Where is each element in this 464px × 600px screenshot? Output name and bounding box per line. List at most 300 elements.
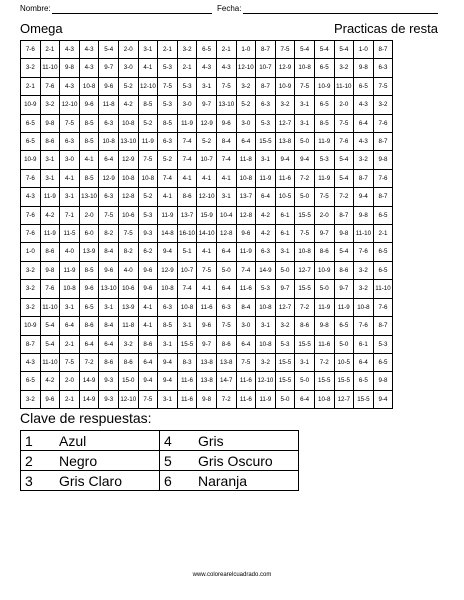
grid-cell[interactable]: 13-8 (216, 353, 236, 371)
grid-cell[interactable]: 8-6 (138, 335, 158, 353)
grid-cell[interactable]: 11-9 (60, 261, 80, 279)
grid-cell[interactable]: 12-9 (158, 261, 178, 279)
grid-cell[interactable]: 11-10 (40, 353, 60, 371)
grid-cell[interactable]: 3-1 (40, 169, 60, 187)
grid-cell[interactable]: 3-1 (295, 96, 315, 114)
grid-cell[interactable]: 14-7 (216, 372, 236, 390)
grid-cell[interactable]: 4-3 (354, 133, 374, 151)
grid-cell[interactable]: 8-5 (79, 261, 99, 279)
grid-cell[interactable]: 3-1 (295, 114, 315, 132)
grid-cell[interactable]: 11-6 (236, 390, 256, 408)
grid-cell[interactable]: 4-1 (197, 169, 217, 187)
grid-cell[interactable]: 6-5 (79, 298, 99, 316)
grid-cell[interactable]: 6-5 (373, 353, 393, 371)
grid-cell[interactable]: 6-5 (21, 372, 41, 390)
grid-cell[interactable]: 7-4 (177, 151, 197, 169)
grid-cell[interactable]: 6-4 (216, 243, 236, 261)
grid-cell[interactable]: 9-4 (373, 390, 393, 408)
grid-cell[interactable]: 8-5 (158, 114, 178, 132)
grid-cell[interactable]: 8-7 (21, 335, 41, 353)
grid-cell[interactable]: 3-2 (354, 151, 374, 169)
grid-cell[interactable]: 5-4 (334, 41, 354, 59)
grid-cell[interactable]: 6-1 (354, 335, 374, 353)
grid-cell[interactable]: 10-9 (275, 77, 295, 95)
grid-cell[interactable]: 4-3 (79, 59, 99, 77)
grid-cell[interactable]: 3-0 (236, 114, 256, 132)
grid-cell[interactable]: 7-5 (118, 225, 138, 243)
grid-cell[interactable]: 7-5 (334, 114, 354, 132)
grid-cell[interactable]: 6-5 (21, 133, 41, 151)
grid-cell[interactable]: 13-7 (236, 188, 256, 206)
grid-cell[interactable]: 11-10 (354, 225, 374, 243)
grid-cell[interactable]: 8-6 (40, 133, 60, 151)
grid-cell[interactable]: 9-3 (138, 225, 158, 243)
grid-cell[interactable]: 6-5 (314, 96, 334, 114)
grid-cell[interactable]: 2-1 (216, 41, 236, 59)
grid-cell[interactable]: 10-9 (314, 261, 334, 279)
grid-cell[interactable]: 12-9 (275, 59, 295, 77)
grid-cell[interactable]: 9-8 (334, 225, 354, 243)
grid-cell[interactable]: 15-5 (295, 206, 315, 224)
grid-cell[interactable]: 9-4 (295, 151, 315, 169)
grid-cell[interactable]: 7-6 (21, 41, 41, 59)
grid-cell[interactable]: 14-8 (158, 225, 178, 243)
grid-cell[interactable]: 3-1 (158, 335, 178, 353)
grid-cell[interactable]: 4-3 (60, 41, 80, 59)
grid-cell[interactable]: 9-6 (99, 261, 119, 279)
grid-cell[interactable]: 10-8 (118, 169, 138, 187)
grid-cell[interactable]: 4-3 (79, 41, 99, 59)
grid-cell[interactable]: 6-5 (197, 41, 217, 59)
grid-cell[interactable]: 4-3 (216, 59, 236, 77)
grid-cell[interactable]: 3-2 (236, 77, 256, 95)
grid-cell[interactable]: 9-8 (354, 206, 374, 224)
grid-cell[interactable]: 6-4 (60, 317, 80, 335)
grid-cell[interactable]: 11-9 (236, 243, 256, 261)
grid-cell[interactable]: 9-7 (197, 335, 217, 353)
grid-cell[interactable]: 2-0 (314, 206, 334, 224)
grid-cell[interactable]: 10-9 (21, 317, 41, 335)
grid-cell[interactable]: 10-8 (295, 59, 315, 77)
grid-cell[interactable]: 15-9 (197, 206, 217, 224)
grid-cell[interactable]: 9-8 (60, 59, 80, 77)
grid-cell[interactable]: 4-2 (40, 206, 60, 224)
grid-cell[interactable]: 9-4 (158, 243, 178, 261)
grid-cell[interactable]: 6-3 (373, 59, 393, 77)
grid-cell[interactable]: 4-2 (256, 206, 276, 224)
grid-cell[interactable]: 5-1 (177, 243, 197, 261)
grid-cell[interactable]: 11-10 (334, 77, 354, 95)
grid-cell[interactable]: 3-1 (60, 188, 80, 206)
grid-cell[interactable]: 9-6 (197, 317, 217, 335)
grid-cell[interactable]: 6-3 (256, 96, 276, 114)
grid-cell[interactable]: 10-8 (138, 169, 158, 187)
grid-cell[interactable]: 3-0 (60, 151, 80, 169)
grid-cell[interactable]: 3-1 (197, 77, 217, 95)
grid-cell[interactable]: 7-2 (216, 390, 236, 408)
grid-cell[interactable]: 8-5 (138, 96, 158, 114)
grid-cell[interactable]: 9-8 (373, 151, 393, 169)
grid-cell[interactable]: 12-7 (295, 261, 315, 279)
grid-cell[interactable]: 7-5 (216, 317, 236, 335)
grid-cell[interactable]: 6-5 (373, 261, 393, 279)
grid-cell[interactable]: 7-6 (21, 169, 41, 187)
grid-cell[interactable]: 9-6 (138, 280, 158, 298)
grid-cell[interactable]: 7-6 (40, 280, 60, 298)
grid-cell[interactable]: 5-0 (314, 280, 334, 298)
grid-cell[interactable]: 10-8 (354, 298, 374, 316)
grid-cell[interactable]: 9-8 (40, 261, 60, 279)
grid-cell[interactable]: 5-3 (177, 77, 197, 95)
grid-cell[interactable]: 2-1 (60, 390, 80, 408)
grid-cell[interactable]: 11-6 (197, 298, 217, 316)
grid-cell[interactable]: 8-4 (99, 243, 119, 261)
grid-cell[interactable]: 12-9 (118, 151, 138, 169)
grid-cell[interactable]: 2-0 (60, 372, 80, 390)
grid-cell[interactable]: 7-2 (295, 298, 315, 316)
grid-cell[interactable]: 12-10 (236, 59, 256, 77)
grid-cell[interactable]: 5-4 (334, 243, 354, 261)
grid-cell[interactable]: 2-1 (177, 59, 197, 77)
grid-cell[interactable]: 9-3 (99, 372, 119, 390)
grid-cell[interactable]: 3-2 (354, 280, 374, 298)
grid-cell[interactable]: 2-1 (21, 77, 41, 95)
grid-cell[interactable]: 9-7 (314, 225, 334, 243)
grid-cell[interactable]: 12-10 (256, 372, 276, 390)
grid-cell[interactable]: 4-1 (138, 59, 158, 77)
grid-cell[interactable]: 4-3 (21, 353, 41, 371)
grid-cell[interactable]: 13-8 (275, 133, 295, 151)
grid-cell[interactable]: 4-2 (118, 96, 138, 114)
grid-cell[interactable]: 7-2 (295, 169, 315, 187)
grid-cell[interactable]: 5-3 (256, 114, 276, 132)
grid-cell[interactable]: 2-1 (60, 335, 80, 353)
grid-cell[interactable]: 7-2 (334, 188, 354, 206)
grid-cell[interactable]: 11-9 (314, 169, 334, 187)
grid-cell[interactable]: 12-8 (118, 188, 138, 206)
grid-cell[interactable]: 15-5 (275, 353, 295, 371)
grid-cell[interactable]: 15-5 (354, 390, 374, 408)
grid-cell[interactable]: 10-7 (256, 59, 276, 77)
grid-cell[interactable]: 4-1 (158, 188, 178, 206)
grid-cell[interactable]: 9-4 (138, 372, 158, 390)
grid-cell[interactable]: 14-9 (256, 261, 276, 279)
grid-cell[interactable]: 5-4 (314, 41, 334, 59)
grid-cell[interactable]: 7-2 (79, 353, 99, 371)
grid-cell[interactable]: 4-3 (197, 59, 217, 77)
grid-cell[interactable]: 6-0 (79, 225, 99, 243)
grid-cell[interactable]: 8-6 (334, 261, 354, 279)
grid-cell[interactable]: 7-6 (40, 77, 60, 95)
grid-cell[interactable]: 15-5 (334, 372, 354, 390)
grid-cell[interactable]: 4-1 (197, 243, 217, 261)
grid-cell[interactable]: 15-0 (118, 372, 138, 390)
grid-cell[interactable]: 11-6 (236, 372, 256, 390)
grid-cell[interactable]: 7-5 (99, 206, 119, 224)
grid-cell[interactable]: 1-0 (236, 41, 256, 59)
grid-cell[interactable]: 11-9 (40, 188, 60, 206)
grid-cell[interactable]: 3-2 (177, 41, 197, 59)
grid-cell[interactable]: 3-0 (236, 317, 256, 335)
grid-cell[interactable]: 6-5 (314, 59, 334, 77)
grid-cell[interactable]: 10-8 (295, 243, 315, 261)
grid-cell[interactable]: 9-7 (99, 59, 119, 77)
grid-cell[interactable]: 8-4 (99, 317, 119, 335)
grid-cell[interactable]: 6-2 (138, 243, 158, 261)
grid-cell[interactable]: 6-3 (158, 133, 178, 151)
grid-cell[interactable]: 11-5 (60, 225, 80, 243)
grid-cell[interactable]: 5-0 (334, 335, 354, 353)
grid-cell[interactable]: 11-9 (138, 133, 158, 151)
grid-cell[interactable]: 10-8 (60, 280, 80, 298)
grid-cell[interactable]: 3-2 (21, 280, 41, 298)
grid-cell[interactable]: 7-6 (373, 169, 393, 187)
grid-cell[interactable]: 12-7 (275, 298, 295, 316)
grid-cell[interactable]: 14-10 (197, 225, 217, 243)
grid-cell[interactable]: 3-2 (256, 353, 276, 371)
grid-cell[interactable]: 5-3 (256, 280, 276, 298)
grid-cell[interactable]: 6-4 (216, 280, 236, 298)
grid-cell[interactable]: 7-5 (138, 390, 158, 408)
grid-cell[interactable]: 3-2 (275, 317, 295, 335)
grid-cell[interactable]: 12-9 (99, 169, 119, 187)
grid-cell[interactable]: 11-8 (236, 151, 256, 169)
grid-cell[interactable]: 6-4 (256, 188, 276, 206)
grid-cell[interactable]: 7-5 (197, 261, 217, 279)
grid-cell[interactable]: 4-2 (40, 372, 60, 390)
grid-cell[interactable]: 3-1 (256, 151, 276, 169)
grid-cell[interactable]: 4-3 (354, 96, 374, 114)
grid-cell[interactable]: 3-2 (21, 390, 41, 408)
grid-cell[interactable]: 8-6 (79, 317, 99, 335)
grid-cell[interactable]: 11-8 (118, 317, 138, 335)
grid-cell[interactable]: 10-7 (177, 261, 197, 279)
grid-cell[interactable]: 7-6 (373, 298, 393, 316)
grid-cell[interactable]: 12-8 (216, 225, 236, 243)
grid-cell[interactable]: 2-1 (158, 41, 178, 59)
grid-cell[interactable]: 9-8 (373, 372, 393, 390)
grid-cell[interactable]: 13-8 (197, 372, 217, 390)
grid-cell[interactable]: 5-4 (40, 335, 60, 353)
grid-cell[interactable]: 11-9 (158, 206, 178, 224)
grid-cell[interactable]: 15-5 (314, 372, 334, 390)
grid-cell[interactable]: 4-1 (197, 280, 217, 298)
grid-cell[interactable]: 8-6 (118, 353, 138, 371)
grid-cell[interactable]: 9-8 (354, 59, 374, 77)
grid-cell[interactable]: 3-2 (354, 261, 374, 279)
grid-cell[interactable]: 11-9 (40, 225, 60, 243)
grid-cell[interactable]: 11-9 (256, 390, 276, 408)
grid-cell[interactable]: 11-8 (99, 96, 119, 114)
grid-cell[interactable]: 11-9 (177, 114, 197, 132)
grid-cell[interactable]: 8-7 (256, 41, 276, 59)
grid-cell[interactable]: 10-8 (158, 280, 178, 298)
grid-cell[interactable]: 9-6 (216, 114, 236, 132)
grid-cell[interactable]: 7-6 (354, 317, 374, 335)
grid-cell[interactable]: 12-7 (275, 114, 295, 132)
grid-cell[interactable]: 13-9 (118, 298, 138, 316)
grid-cell[interactable]: 4-1 (60, 169, 80, 187)
grid-cell[interactable]: 6-5 (373, 243, 393, 261)
grid-cell[interactable]: 7-1 (60, 206, 80, 224)
grid-cell[interactable]: 7-4 (216, 151, 236, 169)
grid-cell[interactable]: 4-0 (60, 243, 80, 261)
grid-cell[interactable]: 3-2 (21, 298, 41, 316)
grid-cell[interactable]: 11-10 (373, 280, 393, 298)
grid-cell[interactable]: 5-0 (295, 372, 315, 390)
grid-cell[interactable]: 5-2 (158, 151, 178, 169)
grid-cell[interactable]: 4-1 (177, 169, 197, 187)
grid-cell[interactable]: 3-1 (138, 41, 158, 59)
grid-cell[interactable]: 7-5 (158, 77, 178, 95)
grid-cell[interactable]: 9-6 (40, 390, 60, 408)
grid-cell[interactable]: 3-1 (275, 243, 295, 261)
grid-cell[interactable]: 6-3 (216, 298, 236, 316)
grid-cell[interactable]: 15-5 (177, 335, 197, 353)
grid-cell[interactable]: 8-3 (177, 353, 197, 371)
grid-cell[interactable]: 7-5 (314, 188, 334, 206)
grid-cell[interactable]: 12-10 (60, 96, 80, 114)
grid-cell[interactable]: 3-1 (99, 298, 119, 316)
grid-cell[interactable]: 10-6 (118, 206, 138, 224)
grid-cell[interactable]: 10-8 (256, 335, 276, 353)
grid-cell[interactable]: 3-2 (275, 96, 295, 114)
grid-cell[interactable]: 4-3 (21, 188, 41, 206)
grid-cell[interactable]: 11-6 (236, 280, 256, 298)
grid-cell[interactable]: 5-2 (118, 77, 138, 95)
grid-cell[interactable]: 6-5 (354, 77, 374, 95)
grid-cell[interactable]: 5-4 (40, 317, 60, 335)
grid-cell[interactable]: 9-3 (99, 390, 119, 408)
grid-cell[interactable]: 10-8 (314, 390, 334, 408)
grid-cell[interactable]: 7-5 (373, 77, 393, 95)
grid-cell[interactable]: 11-6 (275, 169, 295, 187)
grid-cell[interactable]: 13-10 (118, 133, 138, 151)
grid-cell[interactable]: 11-10 (40, 59, 60, 77)
grid-cell[interactable]: 12-7 (334, 390, 354, 408)
grid-cell[interactable]: 10-8 (99, 133, 119, 151)
grid-cell[interactable]: 11-6 (177, 372, 197, 390)
grid-cell[interactable]: 10-4 (216, 206, 236, 224)
grid-cell[interactable]: 5-2 (138, 114, 158, 132)
grid-cell[interactable]: 5-4 (295, 41, 315, 59)
grid-cell[interactable]: 5-0 (295, 188, 315, 206)
grid-cell[interactable]: 8-7 (334, 206, 354, 224)
grid-cell[interactable]: 9-4 (354, 188, 374, 206)
grid-cell[interactable]: 6-5 (21, 114, 41, 132)
grid-cell[interactable]: 9-4 (158, 372, 178, 390)
grid-cell[interactable]: 7-5 (236, 353, 256, 371)
grid-cell[interactable]: 7-6 (354, 243, 374, 261)
grid-cell[interactable]: 9-7 (197, 96, 217, 114)
grid-cell[interactable]: 12-8 (236, 206, 256, 224)
grid-cell[interactable]: 6-3 (158, 298, 178, 316)
grid-cell[interactable]: 5-3 (275, 335, 295, 353)
grid-cell[interactable]: 4-1 (79, 151, 99, 169)
grid-cell[interactable]: 6-4 (236, 335, 256, 353)
grid-cell[interactable]: 12-9 (197, 114, 217, 132)
grid-cell[interactable]: 8-5 (158, 317, 178, 335)
grid-cell[interactable]: 10-5 (334, 353, 354, 371)
grid-cell[interactable]: 12-10 (138, 77, 158, 95)
grid-cell[interactable]: 6-5 (334, 317, 354, 335)
grid-cell[interactable]: 3-1 (60, 298, 80, 316)
grid-cell[interactable]: 12-10 (197, 188, 217, 206)
grid-cell[interactable]: 2-0 (334, 96, 354, 114)
grid-cell[interactable]: 8-5 (79, 133, 99, 151)
grid-cell[interactable]: 6-4 (354, 353, 374, 371)
grid-cell[interactable]: 11-9 (334, 298, 354, 316)
grid-cell[interactable]: 7-5 (60, 353, 80, 371)
grid-cell[interactable]: 6-4 (236, 133, 256, 151)
grid-cell[interactable]: 8-4 (216, 133, 236, 151)
grid-cell[interactable]: 6-4 (79, 335, 99, 353)
grid-cell[interactable]: 10-9 (21, 96, 41, 114)
grid-cell[interactable]: 5-4 (99, 41, 119, 59)
grid-cell[interactable]: 2-1 (373, 225, 393, 243)
grid-cell[interactable]: 6-4 (138, 353, 158, 371)
grid-cell[interactable]: 8-2 (99, 225, 119, 243)
grid-cell[interactable]: 8-7 (373, 188, 393, 206)
grid-cell[interactable]: 6-4 (99, 151, 119, 169)
grid-cell[interactable]: 5-0 (295, 133, 315, 151)
grid-cell[interactable]: 8-5 (314, 114, 334, 132)
grid-cell[interactable]: 8-6 (216, 335, 236, 353)
grid-cell[interactable]: 15-5 (295, 280, 315, 298)
grid-cell[interactable]: 7-6 (373, 114, 393, 132)
grid-cell[interactable]: 11-6 (177, 390, 197, 408)
grid-cell[interactable]: 7-4 (177, 133, 197, 151)
grid-cell[interactable]: 8-6 (177, 188, 197, 206)
grid-cell[interactable]: 7-4 (177, 280, 197, 298)
grid-cell[interactable]: 6-1 (275, 225, 295, 243)
grid-cell[interactable]: 6-5 (354, 372, 374, 390)
grid-cell[interactable]: 6-3 (99, 114, 119, 132)
grid-cell[interactable]: 5-0 (275, 261, 295, 279)
grid-cell[interactable]: 4-2 (256, 225, 276, 243)
grid-cell[interactable]: 8-6 (314, 243, 334, 261)
grid-cell[interactable]: 3-1 (216, 188, 236, 206)
grid-cell[interactable]: 13-8 (197, 353, 217, 371)
grid-cell[interactable]: 9-8 (197, 390, 217, 408)
grid-cell[interactable]: 11-9 (256, 169, 276, 187)
grid-cell[interactable]: 16-10 (177, 225, 197, 243)
grid-cell[interactable]: 5-2 (138, 188, 158, 206)
grid-cell[interactable]: 1-0 (21, 243, 41, 261)
grid-cell[interactable]: 9-4 (275, 151, 295, 169)
grid-cell[interactable]: 8-5 (79, 114, 99, 132)
grid-cell[interactable]: 7-6 (21, 225, 41, 243)
grid-cell[interactable]: 15-5 (256, 133, 276, 151)
grid-cell[interactable]: 10-8 (236, 169, 256, 187)
grid-cell[interactable]: 15-5 (295, 335, 315, 353)
grid-cell[interactable]: 5-2 (197, 133, 217, 151)
grid-cell[interactable]: 8-7 (373, 133, 393, 151)
grid-cell[interactable]: 2-0 (79, 206, 99, 224)
grid-cell[interactable]: 6-3 (256, 243, 276, 261)
grid-cell[interactable]: 5-0 (216, 261, 236, 279)
grid-cell[interactable]: 3-1 (177, 317, 197, 335)
grid-cell[interactable]: 8-7 (373, 317, 393, 335)
grid-cell[interactable]: 3-0 (118, 59, 138, 77)
grid-cell[interactable]: 7-5 (216, 77, 236, 95)
grid-cell[interactable]: 7-5 (275, 41, 295, 59)
grid-cell[interactable]: 9-6 (236, 225, 256, 243)
grid-cell[interactable]: 4-1 (138, 298, 158, 316)
grid-cell[interactable]: 3-2 (334, 59, 354, 77)
grid-cell[interactable]: 9-6 (79, 280, 99, 298)
grid-cell[interactable]: 3-2 (21, 59, 41, 77)
